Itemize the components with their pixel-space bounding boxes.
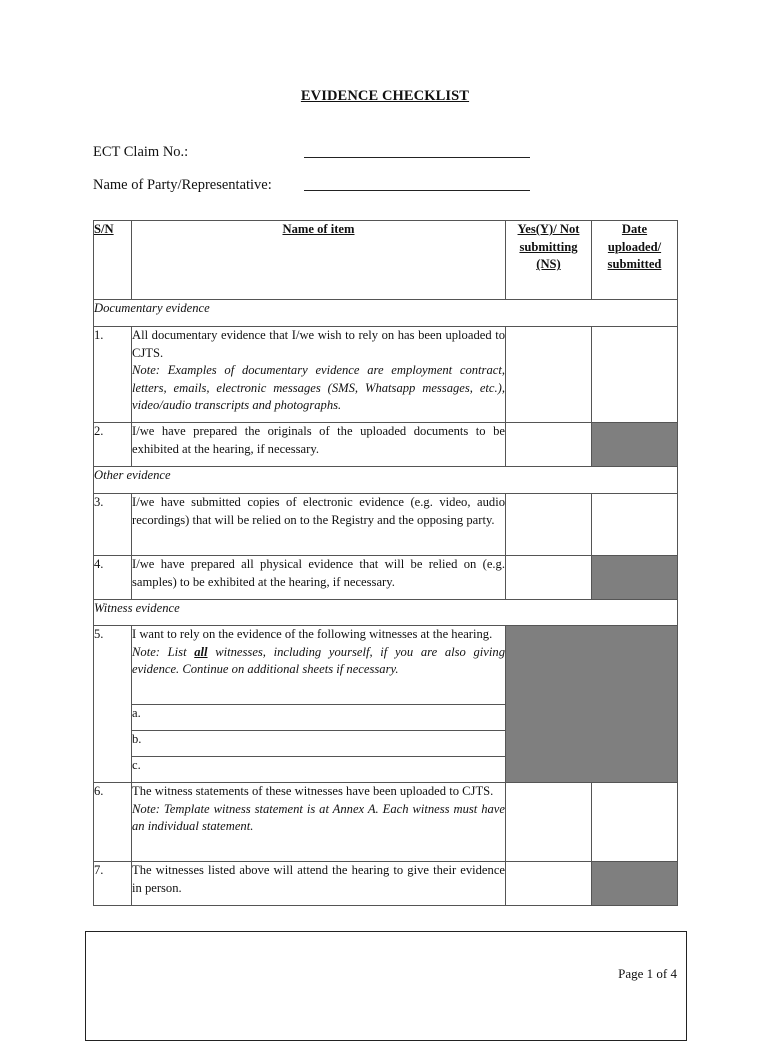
row-item-text [132, 626, 506, 705]
table-row [94, 783, 678, 862]
row-number: 7. [94, 862, 132, 906]
party-name-field[interactable] [304, 190, 530, 191]
row-item-text: The witnesses listed above will attend the hearing to give their evidence in person. [132, 862, 506, 906]
row-item-note: Note: List all witnesses, including yourself, if you are also giving evidence. Continue on additional sheets if necessary. [132, 644, 505, 677]
witness-entry-a[interactable]: a. [132, 705, 506, 731]
yes-ns-cell[interactable] [506, 494, 592, 556]
table-row [94, 556, 678, 600]
row-item-text: I/we have submitted copies of electronic evidence (e.g. video, audio recordings) that will be relied on to the Registry and the opposing party. [132, 494, 506, 556]
claim-number-label: ECT Claim No.: [93, 144, 189, 160]
date-cell[interactable] [592, 494, 678, 556]
row-item-description: I want to rely on the evidence of the following witnesses at the hearing. [132, 627, 493, 641]
section-row-other [94, 467, 678, 494]
header-sn: S/N [94, 221, 132, 300]
witness-entry-b[interactable]: b. [132, 731, 506, 757]
row-number: 3. [94, 494, 132, 556]
section-label-documentary: Documentary evidence [94, 300, 678, 327]
row-number: 6. [94, 783, 132, 862]
row-item-note: Note: Examples of documentary evidence are employment contract, letters, emails, electronic messages (SMS, Whatsapp messages, etc.), video/audio transcripts and photographs. [132, 363, 505, 413]
header-yes-not-submitting: Yes(Y)/ Not submitting (NS) [506, 221, 592, 300]
section-row-documentary [94, 300, 678, 327]
table-row [94, 327, 678, 423]
table-row [94, 494, 678, 556]
yes-ns-cell[interactable] [506, 423, 592, 467]
yes-ns-cell[interactable] [506, 556, 592, 600]
yes-ns-cell[interactable] [506, 327, 592, 423]
table-row [94, 862, 678, 906]
row-item-text [132, 327, 506, 423]
date-cell-shaded [592, 423, 678, 467]
page-title: EVIDENCE CHECKLIST [300, 88, 470, 104]
row-number: 1. [94, 327, 132, 423]
row-number: 4. [94, 556, 132, 600]
row-item-text: I/we have prepared all physical evidence that will be relied on (e.g. samples) to be exhibited at the hearing, if necessary. [132, 556, 506, 600]
row-item-text: I/we have prepared the originals of the uploaded documents to be exhibited at the hearing, if necessary. [132, 423, 506, 467]
date-cell[interactable] [592, 327, 678, 423]
row-item-text [132, 783, 506, 862]
section-label-witness: Witness evidence [94, 600, 678, 626]
header-date-uploaded: Date uploaded/ submitted [592, 221, 678, 300]
witness-entry-c[interactable]: c. [132, 757, 506, 783]
date-cell[interactable] [592, 783, 678, 862]
row-item-description: All documentary evidence that I/we wish to rely on has been uploaded to CJTS. [132, 328, 505, 360]
table-row [94, 423, 678, 467]
section-label-other: Other evidence [94, 467, 678, 494]
header-name-of-item: Name of item [132, 221, 506, 300]
section-row-witness [94, 600, 678, 626]
row-number: 2. [94, 423, 132, 467]
row-number: 5. [94, 626, 132, 783]
table-header-row [94, 221, 678, 300]
party-name-label: Name of Party/Representative: [93, 177, 272, 193]
date-cell-shaded [592, 556, 678, 600]
claim-number-field[interactable] [304, 157, 530, 158]
emphasis-all: all [194, 644, 208, 659]
row-item-description: The witness statements of these witnesses have been uploaded to CJTS. [132, 784, 494, 798]
evidence-checklist-table [93, 220, 678, 906]
yes-ns-cell[interactable] [506, 783, 592, 862]
footer-box [85, 931, 687, 1041]
date-cell-shaded [592, 862, 678, 906]
table-row [94, 626, 678, 705]
row-item-note: Note: Template witness statement is at Annex A. Each witness must have an individual statement. [132, 801, 505, 834]
page-number: Page 1 of 4 [618, 966, 677, 981]
yes-ns-cell[interactable] [506, 862, 592, 906]
witness-shaded-block [506, 626, 678, 783]
